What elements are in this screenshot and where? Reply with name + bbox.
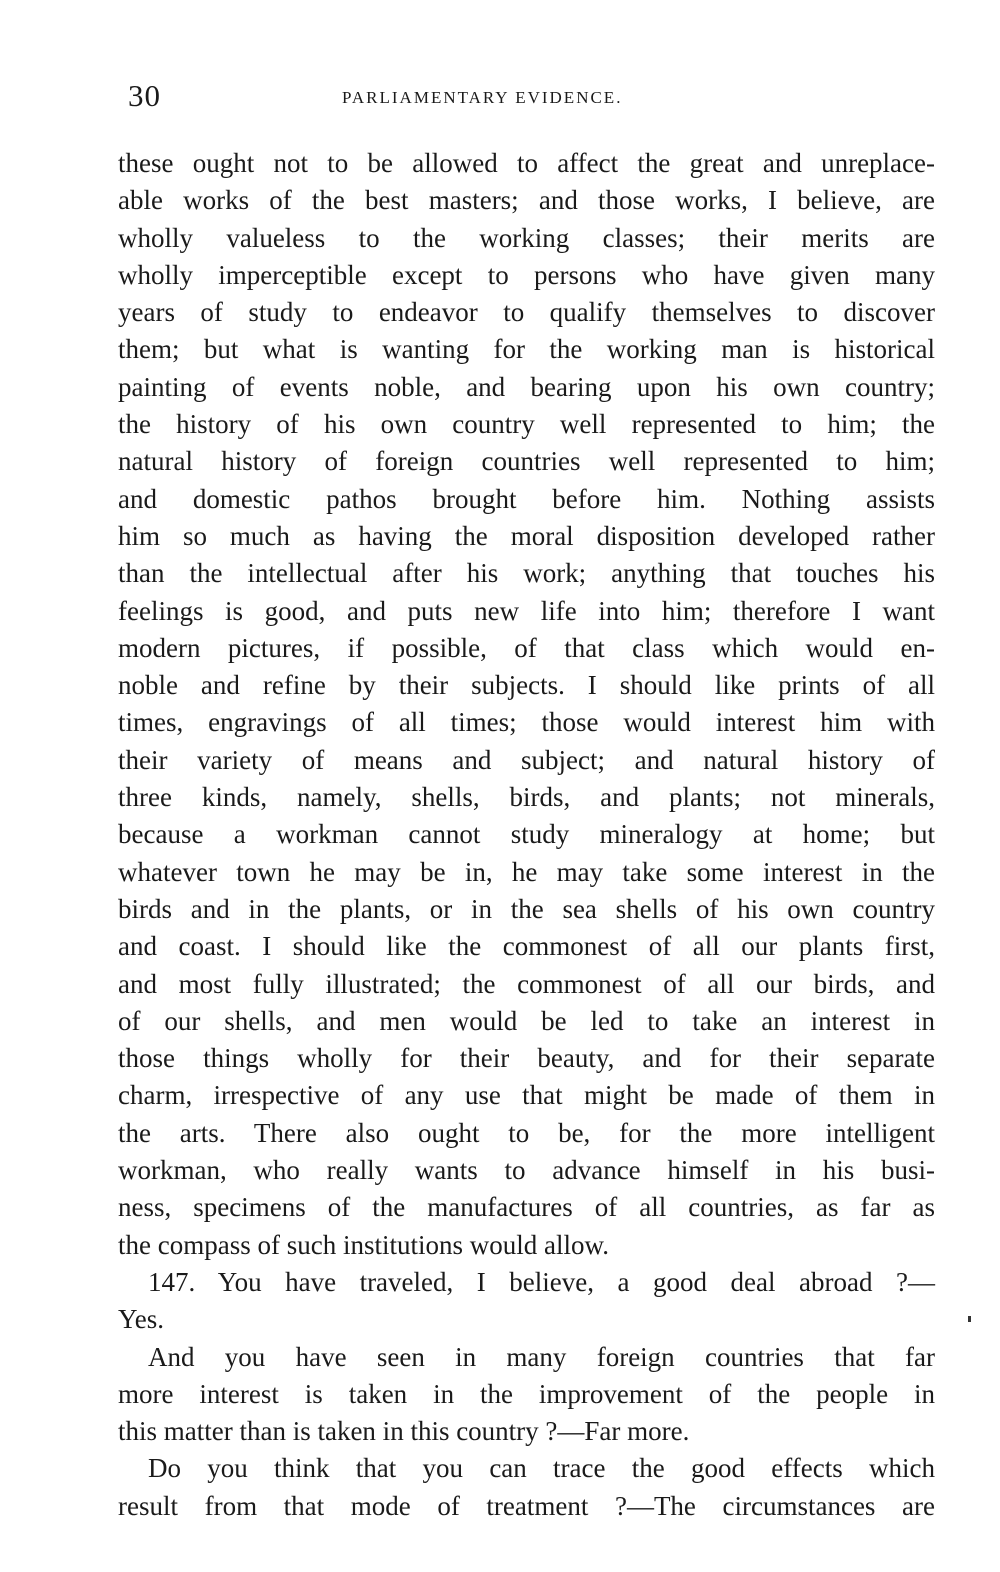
text-line: them; but what is wanting for the working man is historical — [118, 334, 935, 365]
text-line: those things wholly for their beauty, and for their separate — [118, 1043, 935, 1074]
text-line: and most fully illustrated; the commonest of all our birds, and — [118, 968, 935, 999]
text-line: and coast. I should like the commonest of all our plants first, — [118, 931, 935, 962]
text-line: the compass of such institutions would allow. — [118, 1229, 609, 1260]
text-line: years of study to endeavor to qualify themselves to discover — [118, 297, 935, 328]
text-line: times, engravings of all times; those would interest him with — [118, 707, 935, 738]
text-line: because a workman cannot study mineralogy at home; but — [118, 819, 935, 850]
text-line: modern pictures, if possible, of that class which would en- — [118, 632, 935, 663]
text-line: workman, who really wants to advance himself in his busi- — [118, 1155, 935, 1186]
text-line: three kinds, namely, shells, birds, and plants; not minerals, — [118, 782, 935, 813]
text-line: feelings is good, and puts new life into him; therefore I want — [118, 595, 935, 626]
text-line: able works of the best masters; and those works, I believe, are — [118, 185, 935, 216]
text-line: this matter than is taken in this country ?—Far more. — [118, 1416, 690, 1447]
running-head: PARLIAMENTARY EVIDENCE. — [342, 88, 623, 107]
page-number: 30 — [128, 78, 161, 113]
text-line: wholly imperceptible except to persons who have given many — [118, 259, 935, 290]
text-line: birds and in the plants, or in the sea shells of his own country — [118, 893, 935, 924]
paragraph-1 — [118, 145, 935, 1264]
paragraph-4 — [118, 1450, 935, 1525]
text-line: of our shells, and men would be led to take an interest in — [118, 1005, 935, 1036]
text-line: their variety of means and subject; and natural history of — [118, 744, 935, 775]
text-line: ness, specimens of the manufactures of all countries, as far as — [118, 1192, 935, 1223]
text-line: him so much as having the moral disposition developed rather — [118, 520, 935, 551]
text-line: painting of events noble, and bearing upon his own country; — [118, 371, 935, 402]
text-line: And you have seen in many foreign countries that far — [148, 1341, 935, 1372]
text-line: wholly valueless to the working classes; their merits are — [118, 222, 935, 253]
text-line: the arts. There also ought to be, for the more intelligent — [118, 1117, 935, 1148]
text-line: charm, irrespective of any use that might be made of them in — [118, 1080, 935, 1111]
text-line: Do you think that you can trace the good effects which — [148, 1453, 935, 1484]
text-line: and domestic pathos brought before him. Nothing assists — [118, 483, 935, 514]
ink-speck — [968, 1316, 971, 1322]
paragraph-3 — [118, 1339, 935, 1451]
text-line: 147. You have traveled, I believe, a good deal abroad ?— — [148, 1266, 935, 1297]
text-line: whatever town he may be in, he may take some interest in the — [118, 856, 935, 887]
body-text — [118, 145, 935, 1525]
text-line: more interest is taken in the improvement of the people in — [118, 1378, 935, 1409]
text-line: these ought not to be allowed to affect the great and unreplace- — [118, 148, 935, 178]
text-line: noble and refine by their subjects. I should like prints of all — [118, 670, 935, 701]
text-line: result from that mode of treatment ?—The circumstances are — [118, 1490, 935, 1521]
text-line: the history of his own country well represented to him; the — [118, 409, 935, 440]
text-line: Yes. — [118, 1304, 165, 1335]
text-line: natural history of foreign countries well represented to him; — [118, 446, 935, 477]
paragraph-2 — [118, 1264, 935, 1339]
text-line: than the intellectual after his work; anything that touches his — [118, 558, 935, 589]
